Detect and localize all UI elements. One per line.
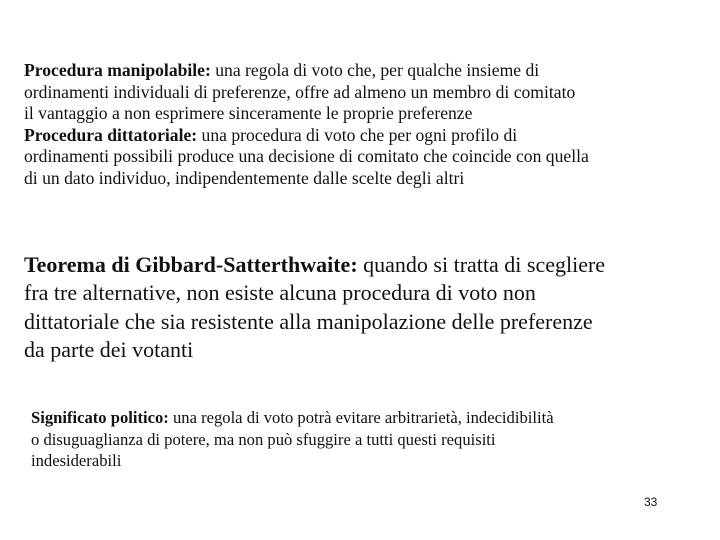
manipulable-text-line: il vantaggio a non esprimere sinceramente le proprie preferenze — [24, 103, 473, 124]
dictatorial-definition — [24, 125, 589, 147]
theorem-text-line: dittatoriale che sia resistente alla manipolazione delle preferenze — [24, 308, 593, 334]
theorem-statement — [24, 251, 605, 279]
manipulable-definition — [24, 60, 589, 82]
political-meaning-text-line: una regola di voto potrà evitare arbitrarietà, indecidibilità — [168, 408, 554, 427]
theorem-block — [24, 251, 605, 365]
theorem-term: Teorema di Gibbard-Satterthwaite: — [24, 252, 358, 277]
political-meaning-text-line: indesiderabili — [31, 451, 122, 471]
political-meaning-block — [31, 407, 554, 472]
political-meaning-term: Significato politico: — [31, 408, 169, 427]
theorem-text-line: quando si tratta di scegliere — [357, 252, 606, 277]
political-meaning-statement — [31, 407, 554, 429]
dictatorial-text-line: di un dato individuo, indipendentemente dalle scelte degli altri — [24, 167, 465, 188]
theorem-text-line: fra tre alternative, non esiste alcuna procedura di voto non — [24, 280, 536, 306]
manipulable-text-line: ordinamenti individuali di preferenze, offre ad almeno un membro di comitato — [24, 81, 576, 102]
dictatorial-term: Procedura dittatoriale: — [24, 124, 198, 145]
manipulable-term: Procedura manipolabile: — [24, 60, 211, 80]
page-number: 33 — [644, 495, 658, 509]
dictatorial-text-line: ordinamenti possibili produce una decisione di comitato che coincide con quella — [24, 146, 589, 167]
definitions-block — [24, 60, 589, 190]
manipulable-text-line: una regola di voto che, per qualche insieme di — [210, 60, 540, 80]
theorem-text-line: da parte dei votanti — [24, 337, 194, 363]
dictatorial-text-line: una procedura di voto che per ogni profilo di — [197, 124, 518, 145]
political-meaning-text-line: o disuguaglianza di potere, ma non può sfuggire a tutti questi requisiti — [31, 429, 496, 449]
